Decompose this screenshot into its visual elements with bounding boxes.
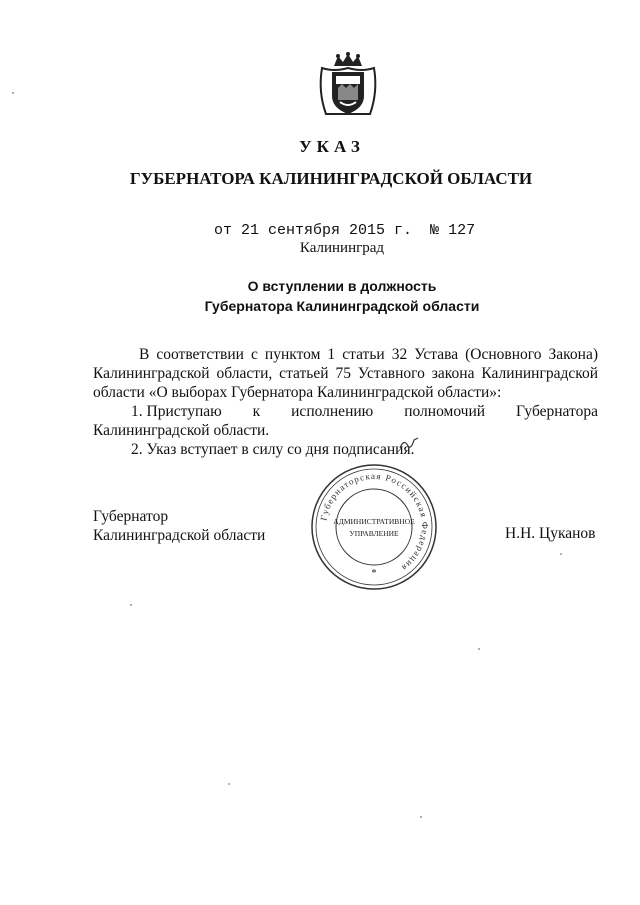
svg-text:Губернаторская Российская Феде: Губернаторская Российская Федерация <box>318 470 431 574</box>
scan-speck <box>130 604 132 606</box>
document-subject <box>0 276 640 316</box>
svg-text:АДМИНИСТРАТИВНОЕ: АДМИНИСТРАТИВНОЕ <box>333 517 415 526</box>
item-1-word: исполнению <box>291 403 374 420</box>
official-seal-stamp <box>309 462 439 592</box>
item-1-word: полномочий <box>404 403 486 420</box>
signatory-position-line-1: Губернатор <box>93 508 169 525</box>
item-1-continuation: Калининградской области. <box>93 422 270 439</box>
item-1-first-line <box>93 402 598 421</box>
scan-speck <box>12 92 14 94</box>
document-body <box>93 345 598 459</box>
scan-speck <box>560 553 562 555</box>
subject-line-2: Губернатора Калининградской области <box>204 298 480 314</box>
subject-line-1: О вступлении в должность <box>247 278 437 294</box>
scan-speck <box>478 648 480 650</box>
document-date: от 21 сентября 2015 г. <box>214 222 413 239</box>
item-1-word: к <box>252 403 261 420</box>
item-1-word: Губернатора <box>516 403 598 420</box>
item-1-word: 1. Приступаю <box>131 403 222 420</box>
date-number-line <box>214 222 475 239</box>
signatory-position <box>93 507 265 545</box>
document-title: УКАЗ <box>299 137 365 156</box>
svg-text:*: * <box>371 568 377 579</box>
scan-speck <box>420 816 422 818</box>
handwritten-mark-icon <box>398 436 420 452</box>
item-2-paragraph: 2. Указ вступает в силу со дня подписания. <box>131 441 415 458</box>
document-city: Калининград <box>299 240 385 256</box>
signatory-position-line-2: Калининградской области <box>93 527 266 544</box>
document-number: № 127 <box>430 222 476 239</box>
preamble-paragraph: В соответствии с пунктом 1 статьи 32 Устава (Основного Закона) Калининградской области, статьей 75 Уставного закона Калининградской области «О выборах Губернатора Калининградской области»: <box>93 346 598 401</box>
signatory-name: Н.Н. Цуканов <box>505 525 596 542</box>
scan-speck <box>228 783 230 785</box>
coat-of-arms-icon <box>316 52 380 120</box>
svg-text:УПРАВЛЕНИЕ: УПРАВЛЕНИЕ <box>349 529 399 538</box>
document-issuer: ГУБЕРНАТОРА КАЛИНИНГРАДСКОЙ ОБЛАСТИ <box>129 169 533 188</box>
